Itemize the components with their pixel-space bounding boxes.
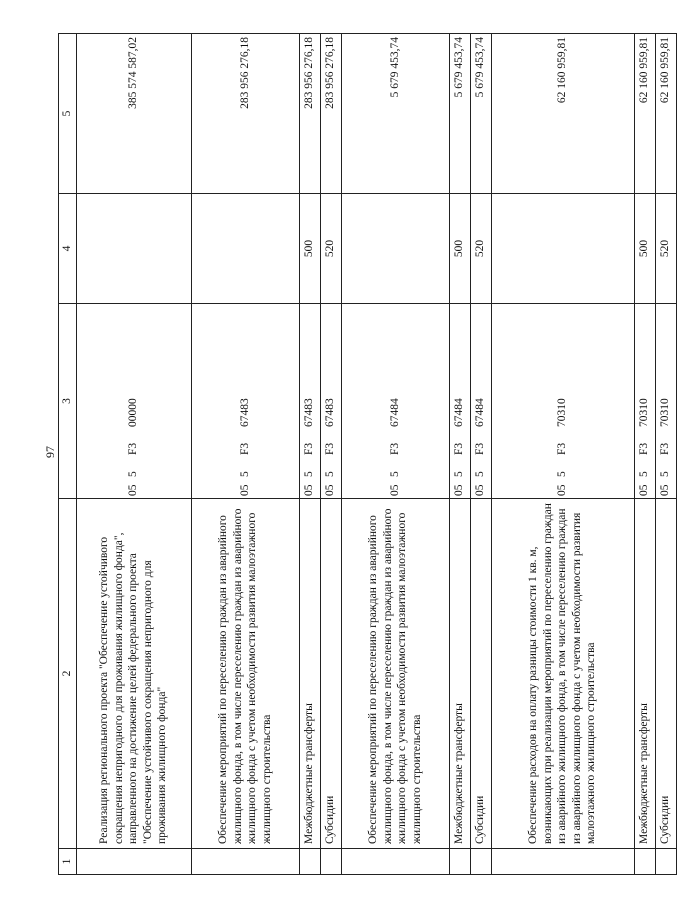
row-code [634, 304, 655, 499]
table-row [655, 34, 676, 875]
table-row [491, 34, 634, 875]
code-part: F3 [127, 442, 140, 455]
empty-cell [655, 849, 676, 875]
row-code [191, 304, 299, 499]
row-description: Обеспечение мероприятий по переселению граждан из аварийного жилищного фонда, в том числе переселению граждан из аварийного жилищного фонда с учетом необходимости развития малоэтажного жилищного строительства [341, 499, 449, 849]
code-part: 05 [453, 484, 466, 496]
code-part: 5 [659, 471, 672, 477]
code-part: F3 [659, 442, 672, 455]
row-code [655, 304, 676, 499]
row-code [341, 304, 449, 499]
row-amount: 385 574 587,02 [76, 34, 191, 194]
code-part: 67484 [453, 398, 466, 427]
row-type: 520 [470, 194, 491, 304]
row-code [470, 304, 491, 499]
table-row [341, 34, 449, 875]
code-part: 05 [474, 484, 487, 496]
code-part: F3 [388, 442, 401, 455]
empty-cell [470, 849, 491, 875]
header-cell-3: 3 [59, 304, 77, 499]
code-part: 5 [303, 471, 316, 477]
row-type: 500 [634, 194, 655, 304]
row-description: Межбюджетные трансферты [449, 499, 470, 849]
table-row [76, 34, 191, 875]
row-description: Реализация регионального проекта "Обеспечение устойчивого сокращения непригодного для проживания жилищного фонда", направленного на достижение целей федерального проекта "Обеспечение устойчивого сокращения непригодного для проживания жилищного фонда" [76, 499, 191, 849]
row-type [491, 194, 634, 304]
code-part: 05 [659, 484, 672, 496]
row-type: 520 [320, 194, 341, 304]
row-type [341, 194, 449, 304]
row-amount: 5 679 453,74 [470, 34, 491, 194]
row-amount: 283 956 276,18 [191, 34, 299, 194]
code-part: 5 [638, 471, 651, 477]
row-amount: 62 160 959,81 [491, 34, 634, 194]
code-part: 5 [388, 471, 401, 477]
code-part: F3 [303, 442, 316, 455]
code-part: 5 [127, 471, 140, 477]
code-part: 70310 [556, 398, 569, 427]
row-description: Субсидии [655, 499, 676, 849]
page-number: 97 [43, 446, 57, 458]
code-part: 70310 [659, 398, 672, 427]
header-cell-4: 4 [59, 194, 77, 304]
empty-cell [299, 849, 320, 875]
code-part: F3 [556, 442, 569, 455]
table-row [191, 34, 299, 875]
empty-cell [341, 849, 449, 875]
row-description: Межбюджетные трансферты [634, 499, 655, 849]
row-amount: 283 956 276,18 [299, 34, 320, 194]
row-description: Субсидии [470, 499, 491, 849]
row-amount: 283 956 276,18 [320, 34, 341, 194]
table-row [449, 34, 470, 875]
header-cell-1: 1 [59, 849, 77, 875]
empty-cell [449, 849, 470, 875]
table-row [299, 34, 320, 875]
code-part: 05 [127, 484, 140, 496]
row-amount: 62 160 959,81 [655, 34, 676, 194]
row-description: Межбюджетные трансферты [299, 499, 320, 849]
row-description: Субсидии [320, 499, 341, 849]
row-description: Обеспечение мероприятий по переселению граждан из аварийного жилищного фонда, в том числе переселению граждан из аварийного жилищного фонда с учетом необходимости развития малоэтажного жилищного строительства [191, 499, 299, 849]
row-description: Обеспечение расходов на оплату разницы стоимости 1 кв. м, возникающих при реализации мероприятий по переселению граждан из аварийного жилищного фонда, в том числе переселению граждан из аварийного жилищного фонда с учетом необходимости развития малоэтажного жилищного строительства [491, 499, 634, 849]
table-row [470, 34, 491, 875]
code-part: F3 [324, 442, 337, 455]
empty-cell [320, 849, 341, 875]
empty-cell [634, 849, 655, 875]
table-row [634, 34, 655, 875]
row-code [491, 304, 634, 499]
row-type [76, 194, 191, 304]
rotated-table-wrapper [58, 34, 672, 875]
code-part: 5 [556, 471, 569, 477]
code-part: F3 [638, 442, 651, 455]
code-part: 70310 [638, 398, 651, 427]
code-part: 05 [238, 484, 251, 496]
empty-cell [76, 849, 191, 875]
row-amount: 5 679 453,74 [341, 34, 449, 194]
row-code [299, 304, 320, 499]
empty-cell [491, 849, 634, 875]
header-cell-5: 5 [59, 34, 77, 194]
code-part: 00000 [127, 398, 140, 427]
row-type [191, 194, 299, 304]
code-part: 05 [324, 484, 337, 496]
header-cell-2: 2 [59, 499, 77, 849]
code-part: 5 [453, 471, 466, 477]
code-part: F3 [238, 442, 251, 455]
row-amount: 5 679 453,74 [449, 34, 470, 194]
code-part: 67483 [238, 398, 251, 427]
row-type: 500 [449, 194, 470, 304]
row-amount: 62 160 959,81 [634, 34, 655, 194]
row-code [449, 304, 470, 499]
code-part: 5 [238, 471, 251, 477]
page [58, 34, 672, 875]
code-part: 67483 [324, 398, 337, 427]
code-part: 05 [303, 484, 316, 496]
row-code [76, 304, 191, 499]
code-part: 67484 [474, 398, 487, 427]
table-row [320, 34, 341, 875]
code-part: 67483 [303, 398, 316, 427]
header-row [59, 34, 77, 875]
code-part: 5 [324, 471, 337, 477]
code-part: 5 [474, 471, 487, 477]
code-part: F3 [474, 442, 487, 455]
empty-cell [191, 849, 299, 875]
code-part: 05 [638, 484, 651, 496]
budget-table [58, 33, 677, 875]
row-code [320, 304, 341, 499]
row-type: 500 [299, 194, 320, 304]
code-part: F3 [453, 442, 466, 455]
code-part: 05 [388, 484, 401, 496]
row-type: 520 [655, 194, 676, 304]
code-part: 05 [556, 484, 569, 496]
code-part: 67484 [388, 398, 401, 427]
